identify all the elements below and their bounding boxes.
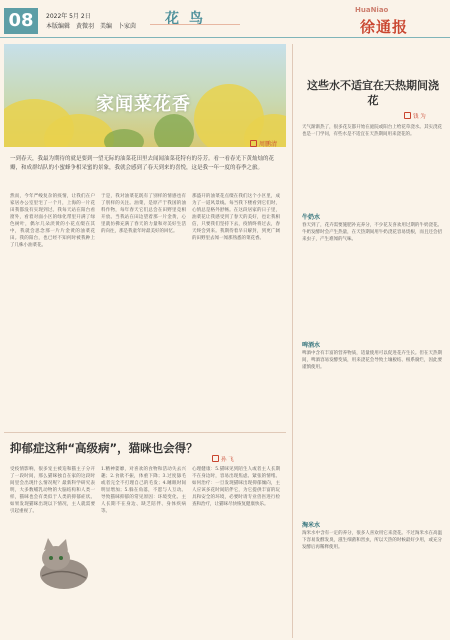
lead-paragraph: 一到春天，我最为期待的就是要到一望无际的油菜花田里去闻闻油菜花特有的芬芳。看一看春光下黄灿灿的花瓣，和成群结队的小蜜蜂争相采蜜的景象，我就会感到了春天到来的喜悦，这是我一年一度的春季之旅。 xyxy=(10,156,275,171)
sidebar-head-beer: 啤酒水 xyxy=(302,342,321,349)
hero-author-name: 周鹏清 xyxy=(259,141,278,147)
column-divider xyxy=(292,44,293,638)
hero-image xyxy=(4,44,286,147)
sidebar-author xyxy=(404,112,426,120)
author-icon xyxy=(250,140,257,147)
leaf-blob xyxy=(104,129,144,147)
article2-col1: 受疫情影响，很多宠主被迫和猫主子分开了一段时间，那么猫咪独自在家的这段时间里会出现什么情况呢？最新科学研究表明，大多数哺乳动物的大脑结构和人类一样，猫咪也会有类似于人类的抑郁症状。如果发现猫咪出现以下情况，主人就需要引起重视了。 xyxy=(10,467,95,514)
newspaper-logo: 徐通报 xyxy=(360,18,409,36)
author-icon xyxy=(212,455,219,462)
cat-illustration xyxy=(34,536,94,591)
sidebar-head-rice: 淘米水 xyxy=(302,522,321,529)
article2-col2: 1.精神萎靡，对喜欢的食物和活动失去兴趣；2.食欲不振，体重下降；3.过度舔毛或者完全不打理自己的毛发；4.睡眠时间明显增加；5.躲在角落，不愿与人互动。导致猫咪抑郁的常见原因：环境变化、主人长期不在身边、缺乏陪伴、身体疾病等。 xyxy=(101,467,186,514)
section-divider xyxy=(4,432,286,433)
sidebar-title: 这些水不适宜在天热期间浇花 xyxy=(307,79,439,107)
page-number: 08 xyxy=(4,8,38,34)
article2-title: 抑郁症这种“高级病”，猫咪也会得？ xyxy=(10,441,198,455)
article2-col3: 心理健康：5.猫咪见到陌生人或者主人长期不在身边时，容易出现焦虑、紧张的情绪。如何治疗：一旦发现猫咪出现抑郁倾向，主人应该多花时间陪伴它，为它提供丰富的玩具和安全的环境，必要时请专业兽医进行检查和治疗，让猫咪尽快恢复健康快乐。 xyxy=(192,467,280,507)
sidebar-body-beer: 啤酒中含有丰富的营养物质，适量使用可以促进花卉生长。但在天热期间，啤酒容易发酵变质，用来浇花会导致土壤板结、根系腐烂，因此要谨慎使用。 xyxy=(302,351,442,370)
page-header xyxy=(0,0,450,38)
sidebar-body-milk: 春天到了，花卉需要施肥补充养分，不少花友喜欢用过期的牛奶浇花。牛奶发酵时会产生热量，在天热期间用牛奶浇花容易烧根，而且还会招来虫子，产生难闻的气味。 xyxy=(302,223,442,242)
article2-author-name: 孙 飞 xyxy=(221,457,234,463)
article2-author xyxy=(212,455,234,463)
sidebar-intro: 天气渐渐热了，很多花友都开始在庭院或阳台上给花草浇水。其实浇花也是一门学问，有些水是不适宜在天热期间用来浇花的。 xyxy=(302,125,442,137)
article1-col3: 那盛开的油菜花点缀在我们这个小区里，成为了一道风景线。每当我下楼看到它们时，心情总是格外舒畅。在这段居家的日子里，油菜花让我感受到了春天的美好，也让我相信，只要我们坚持下去，疫情终将过去，春天终会到来。我期待着早日解封，到更广阔的田野里去闻一闻那熟悉的菜花香。 xyxy=(192,194,280,241)
editor-label: 本版编辑 xyxy=(46,23,71,30)
hero-title: 家闻菜花香 xyxy=(96,94,191,115)
article1-col1: 然而，今年严峻复杂的疫情，让我们在户家居办公室里宅了一个月，上海的一片花田我都没有实现到过。我每天站在阳台看窗外，看着对面小区的绿化带里开满了绿色树叶，偶尔几朵淡黄的小花点缀在其中，我就会思念那一片片金黄的油菜花田。我的阳台，也已经不知何时被我种上了几株小油菜花。 xyxy=(10,194,95,248)
article1-col2: 于是，我对油菜花既有了别样的情感也有了别样的关注。油菜，是原产于我国的油料作物，每年春天它们总会在田野里竞相开放。当我站在田边望着那一片金黄，心里就仿佛充满了春天的力量和对美好生活的向往，那是我童年时最美好的回忆。 xyxy=(101,194,186,234)
designer-name: 卜家茵 xyxy=(118,23,137,30)
header-divider xyxy=(0,37,450,38)
author-icon xyxy=(404,112,411,119)
designer-label: 美编 xyxy=(100,23,113,30)
hero-author xyxy=(250,139,277,147)
section-title: 花鸟 xyxy=(165,11,213,27)
editor-name: 黄微羽 xyxy=(76,23,95,30)
section-underline xyxy=(150,24,240,25)
issue-date: 2022年 5月 2日 xyxy=(46,13,91,20)
leaf-blob xyxy=(154,114,194,147)
sidebar-head-milk: 牛奶水 xyxy=(302,214,321,221)
editor-credits xyxy=(46,21,142,30)
section-english: HuaNiao xyxy=(355,6,389,14)
sidebar-body-rice: 淘米水中含有一定的养分，很多人喜欢用它来浇花。不过淘米水在高温下容易发酵发臭，滋生细菌和害虫，所以天热的时候最好少用，或充分发酵后再稀释使用。 xyxy=(302,531,442,550)
sidebar-author-name: 钱 为 xyxy=(413,114,426,120)
